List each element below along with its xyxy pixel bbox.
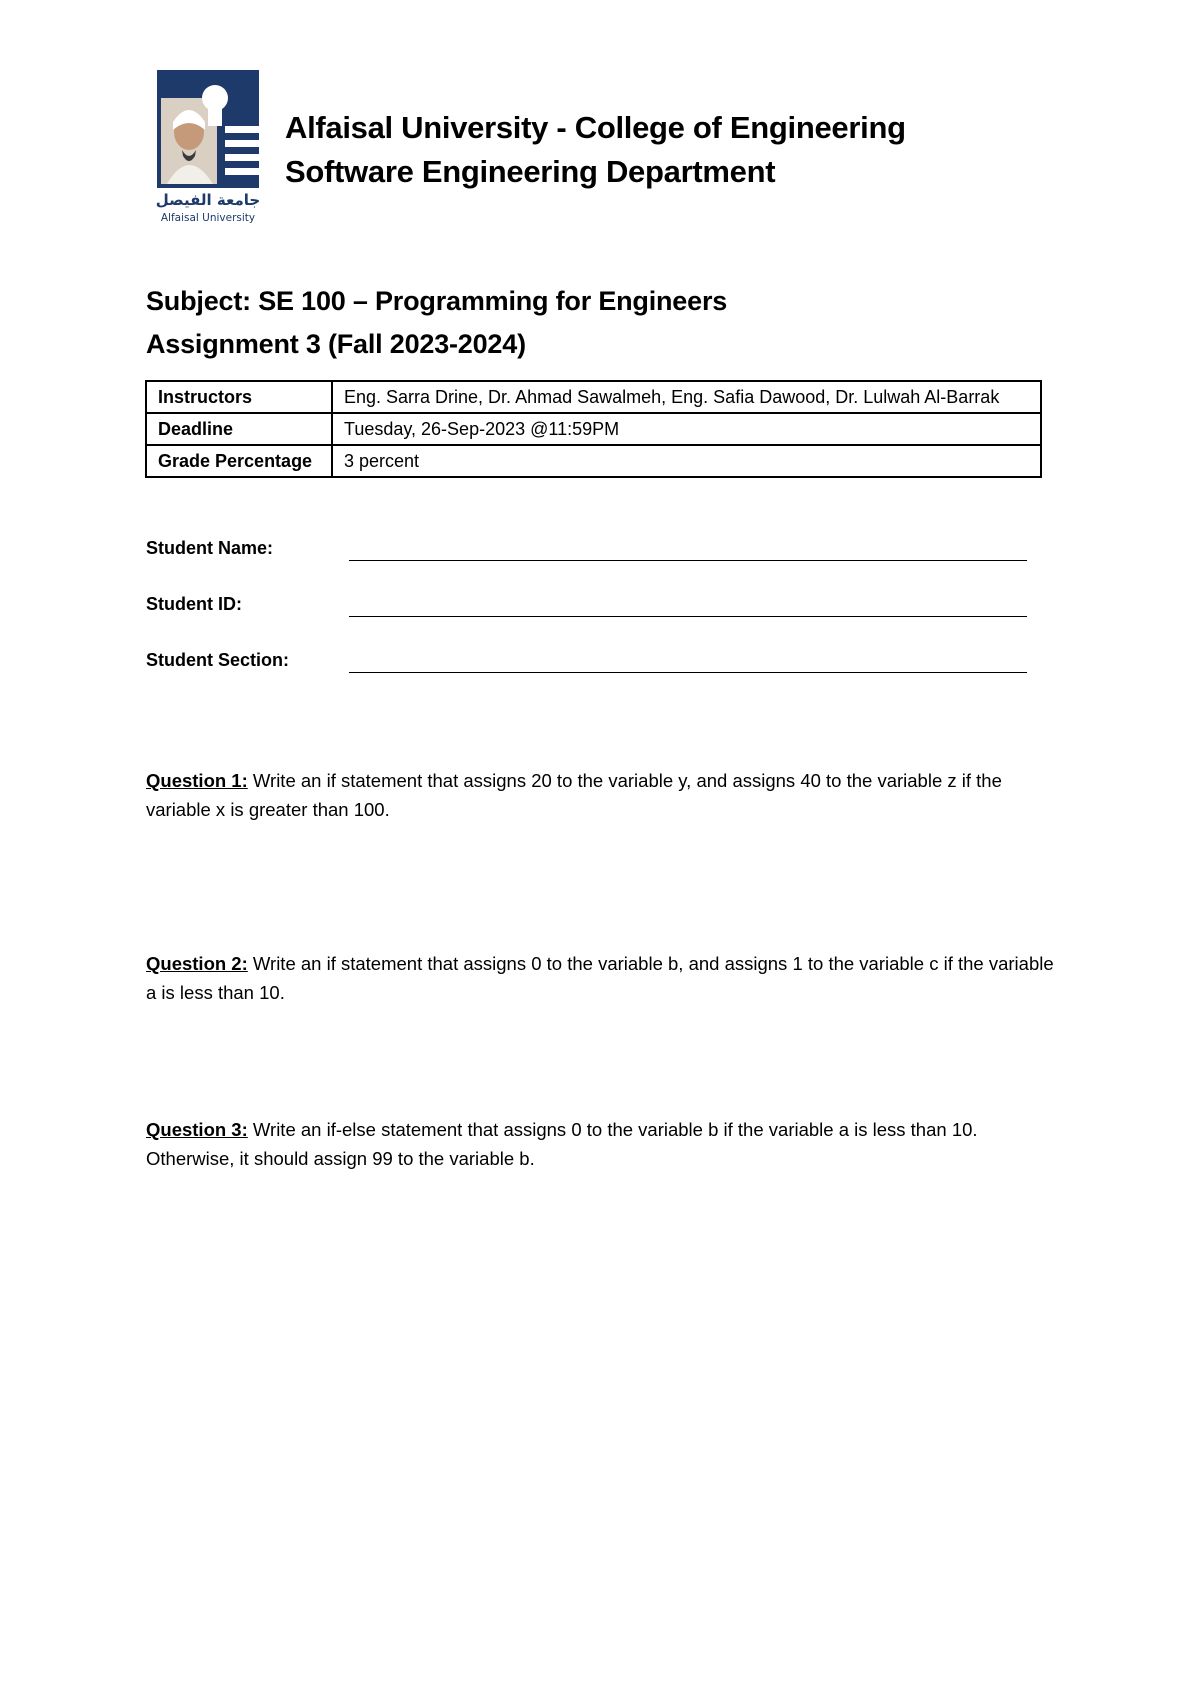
question-1 — [146, 766, 1056, 824]
document-header — [285, 106, 906, 194]
department-line: Software Engineering Department — [285, 154, 776, 189]
student-id-label: Student ID: — [146, 594, 242, 614]
university-logo — [155, 70, 261, 230]
deadline-value: Tuesday, 26-Sep-2023 @11:59PM — [332, 413, 1041, 445]
student-section-label: Student Section: — [146, 650, 289, 670]
deadline-key: Deadline — [146, 413, 332, 445]
instructors-key: Instructors — [146, 381, 332, 413]
grade-percentage-key: Grade Percentage — [146, 445, 332, 477]
assignment-line: Assignment 3 (Fall 2023-2024) — [146, 329, 526, 359]
student-name-field[interactable] — [349, 560, 1027, 561]
university-line: Alfaisal University - College of Engineering — [285, 110, 906, 145]
assignment-info-table — [145, 380, 1042, 478]
question-3-text: Write an if-else statement that assigns 0 to the variable b if the variable a is less than 10. Otherwise, it should assign 99 to the variable b. — [146, 1119, 978, 1169]
question-3-label: Question 3: — [146, 1119, 248, 1140]
question-1-text: Write an if statement that assigns 20 to the variable y, and assigns 40 to the variable z if the variable x is greater than 100. — [146, 770, 1002, 820]
question-1-label: Question 1: — [146, 770, 248, 791]
table-row — [146, 445, 1041, 477]
table-row — [146, 413, 1041, 445]
instructors-value: Eng. Sarra Drine, Dr. Ahmad Sawalmeh, Eng. Safia Dawood, Dr. Lulwah Al-Barrak — [332, 381, 1041, 413]
subject-block — [146, 280, 727, 366]
table-row — [146, 381, 1041, 413]
question-2 — [146, 949, 1056, 1007]
student-section-field[interactable] — [349, 672, 1027, 673]
question-2-text: Write an if statement that assigns 0 to the variable b, and assigns 1 to the variable c if the variable a is less than 10. — [146, 953, 1054, 1003]
logo-arabic-text: جامعة الفيصل — [155, 191, 261, 209]
question-3 — [146, 1115, 1056, 1173]
subject-line: Subject: SE 100 – Programming for Engineers — [146, 286, 728, 316]
student-id-field[interactable] — [349, 616, 1027, 617]
question-2-label: Question 2: — [146, 953, 248, 974]
student-name-label: Student Name: — [146, 538, 274, 558]
grade-percentage-value: 3 percent — [332, 445, 1041, 477]
logo-english-text: Alfaisal University — [160, 212, 256, 224]
